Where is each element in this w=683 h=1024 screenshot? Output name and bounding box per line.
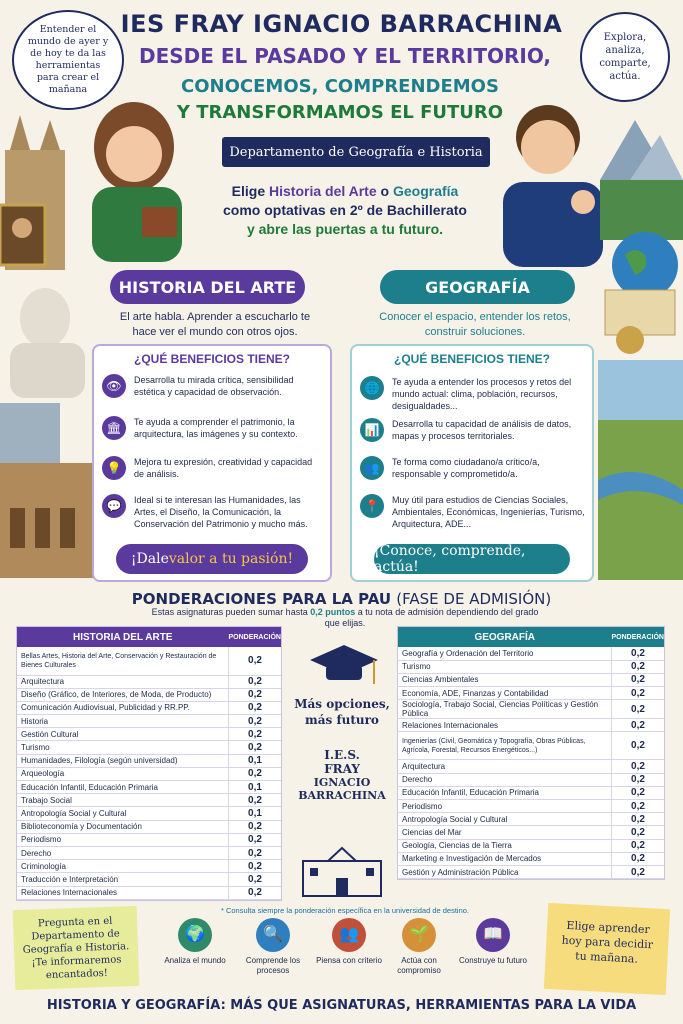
degree-name: Arquitectura [398,760,611,773]
table-row [17,794,281,807]
degree-name: Biblioteconomía y Documentación [17,820,228,833]
degree-name: Comunicación Audiovisual, Publicidad y RR.PP. [17,701,228,714]
degree-name: Ingenierías (Civil, Geomática y Topografía, Obras Públicas, Agrícola, Forestal, Recursos Energéticos...) [398,732,611,760]
ponderacion-value: 0,2 [228,701,281,714]
table-row [398,852,664,865]
geo-value-header: PONDERACIÓN [611,633,664,641]
table-row [17,873,281,886]
landscape-river-illustration [598,360,683,580]
ponderacion-value: 0,2 [611,673,664,686]
speech-bubble-left: Entender el mundo de ayer y de hoy te da las herramientas para crear el mañana [12,10,124,110]
geo-benefit-item: 🌐 Te ayuda a entender los procesos y retos del mundo actual: clima, población, recursos, desigualdades... [360,376,586,412]
hands-plant-icon: 🌱 [402,918,436,952]
ponderacion-value: 0,1 [228,807,281,820]
degree-name: Trabajo Social [17,794,228,807]
people-icon: 👥 [332,918,366,952]
table-row [398,826,664,839]
ponderacion-value: 0,2 [228,741,281,754]
table-row [398,719,664,732]
ponderacion-value: 0,2 [611,760,664,773]
location-pin-icon: 📍 [360,494,384,518]
people-icon: 👥 [360,456,384,480]
museum-icon: 🏛 [102,416,126,440]
table-row [17,833,281,846]
ponderacion-value: 0,2 [228,728,281,741]
table-row [17,820,281,833]
department-banner: Departamento de Geografía e Historia [222,137,490,167]
table-row [17,701,281,714]
table-row [17,728,281,741]
ponderacion-value: 0,2 [228,873,281,886]
arte-value-header: PONDERACIÓN [228,633,281,641]
ponderacion-value: 0,2 [228,886,281,899]
table-row [17,807,281,820]
ponderacion-value: 0,2 [228,820,281,833]
ponderacion-value: 0,2 [611,647,664,660]
degree-name: Economía, ADE, Finanzas y Contabilidad [398,687,611,700]
ponderacion-value: 0,2 [611,732,664,760]
geo-benefits-title: ¿QUÉ BENEFICIOS TIENE? [393,352,550,366]
table-row [398,700,664,719]
degree-name: Gestión y Administración Pública [398,865,611,878]
degree-name: Ciencias del Mar [398,826,611,839]
arte-ponderaciones-table [16,626,282,901]
intro-text: Elige Historia del Arte o Geografía como optativas en 2º de Bachillerato y abre las puertas a tu futuro. [223,183,467,237]
arte-benefit-item: 💡 Mejora tu expresión, creatividad y capacidad de análisis. [102,456,324,480]
table-row [17,647,281,675]
graduation-cap-icon [308,640,380,690]
table-row [17,741,281,754]
degree-name: Relaciones Internacionales [17,886,228,899]
arte-benefit-item: 👁 Desarrolla tu mirada crítica, sensibilidad estética y capacidad de observación. [102,374,324,398]
arte-benefits-title: ¿QUÉ BENEFICIOS TIENE? [133,352,290,366]
degree-name: Historia [17,715,228,728]
step-piensa: 👥 Piensa con criterio [314,918,384,966]
globe-icon: 🌐 [360,376,384,400]
degree-name: Sociología, Trabajo Social, Ciencias Políticas y Gestión Pública [398,700,611,719]
degree-name: Diseño (Gráfico, de Interiores, de Moda, de Producto) [17,688,228,701]
ponderacion-value: 0,2 [228,846,281,859]
mountain-illustration [600,110,683,240]
ponderacion-value: 0,2 [228,647,281,675]
school-name-stack: I.E.S. FRAY IGNACIO BARRACHINA [298,748,386,802]
ponderacion-value: 0,2 [611,786,664,799]
ponderacion-value: 0,1 [228,754,281,767]
arte-slogan: ¡Dale valor a tu pasión! [116,544,308,574]
degree-name: Periodismo [17,833,228,846]
table-row [398,786,664,799]
degree-name: Periodismo [398,800,611,813]
degree-name: Traducción e Interpretación [17,873,228,886]
degree-name: Educación Infantil, Educación Primaria [398,786,611,799]
geo-ponderaciones-table [397,626,665,880]
arte-table-header: HISTORIA DEL ARTE [73,631,173,643]
degree-name: Antropología Social y Cultural [398,813,611,826]
degree-name: Humanidades, Filología (según universidad) [17,754,228,767]
sticky-note-right: Elige aprender hoy para decidir tu mañana. [544,903,670,995]
school-title: IES FRAY IGNACIO BARRACHINA [120,10,563,38]
geo-benefit-item: 📍 Muy útil para estudios de Ciencias Sociales, Ambientales, Económicas, Ingenierías, Turismo, Arquitectura, ADE... [360,494,586,530]
magnifier-icon: 🔍 [256,918,290,952]
table-row [17,715,281,728]
table-row [398,660,664,673]
table-row [17,675,281,688]
degree-name: Relaciones Internacionales [398,719,611,732]
geo-table-header: GEOGRAFÍA [474,631,536,643]
ponderacion-value: 0,2 [611,813,664,826]
ponderacion-value: 0,2 [228,833,281,846]
geo-benefits-card [350,344,594,582]
bar-chart-icon: 📊 [360,418,384,442]
headline-line2: CONOCEMOS, COMPRENDEMOS [181,76,499,97]
ponderacion-value: 0,2 [228,794,281,807]
ponderacion-value: 0,2 [611,865,664,878]
degree-name: Derecho [17,846,228,859]
ponderacion-value: 0,2 [228,767,281,780]
table-row [398,813,664,826]
headline-line1: DESDE EL PASADO Y EL TERRITORIO, [138,44,552,68]
arte-benefits-card [92,344,332,582]
arte-heading: HISTORIA DEL ARTE [110,270,305,304]
geo-tagline: Conocer el espacio, entender los retos, construir soluciones. [379,311,571,338]
table-row [17,846,281,859]
student-girl-illustration [72,92,202,262]
arte-tagline: El arte habla. Aprender a escucharlo te hace ver el mundo con otros ojos. [119,311,311,338]
book-icon: 📖 [476,918,510,952]
degree-name: Derecho [398,773,611,786]
table-row [398,673,664,686]
ponderacion-value: 0,2 [611,687,664,700]
geo-heading: GEOGRAFÍA [380,270,575,304]
footer-slogan: HISTORIA Y GEOGRAFÍA: MÁS QUE ASIGNATURAS, HERRAMIENTAS PARA LA VIDA [46,998,637,1013]
degree-name: Antropología Social y Cultural [17,807,228,820]
table-row [398,839,664,852]
table-row [398,773,664,786]
table-row [17,767,281,780]
table-row [17,886,281,899]
lightbulb-icon: 💡 [102,456,126,480]
geo-slogan: ¡Conoce, comprende, actúa! [374,544,570,574]
table-row [398,865,664,878]
ponderacion-value: 0,2 [228,715,281,728]
table-row [398,687,664,700]
ponderacion-value: 0,2 [228,860,281,873]
table-row [398,647,664,660]
consulta-note: * Consulta siempre la ponderación específica en la universidad de destino. [220,906,470,915]
table-row [17,688,281,701]
statue-architecture-illustration [0,278,95,578]
ponderacion-value: 0,2 [228,675,281,688]
ponderacion-value: 0,2 [611,826,664,839]
geo-benefit-item: 👥 Te forma como ciudadano/a crítico/a, responsable y comprometido/a. [360,456,586,480]
more-options-text: Más opciones, más futuro [294,697,390,727]
speech-bubble-right: Explora, analiza, comparte, actúa. [580,12,670,102]
ponderacion-value: 0,2 [611,852,664,865]
ponderacion-value: 0,2 [611,660,664,673]
arte-benefit-item: 💬 Ideal si te interesan las Humanidades, las Artes, el Diseño, la Comunicación, la Conservación del Patrimonio y mucho más. [102,494,324,530]
step-analiza: 🌍 Analiza el mundo [160,918,230,966]
ponderacion-value: 0,2 [611,700,664,719]
step-actua: 🌱 Actúa con compromiso [384,918,454,976]
ponderacion-value: 0,2 [611,800,664,813]
step-comprende: 🔍 Comprende los procesos [238,918,308,976]
ponderaciones-subtitle: Estas asignaturas pueden sumar hasta 0,2 puntos a tu nota de admisión dependiendo del grado que elijas. [151,607,539,628]
table-row [398,760,664,773]
degree-name: Ciencias Ambientales [398,673,611,686]
degree-name: Turismo [17,741,228,754]
school-building-icon [298,846,386,898]
degree-name: Educación Infantil, Educación Primaria [17,781,228,794]
degree-name: Geología, Ciencias de la Tierra [398,839,611,852]
table-row [398,800,664,813]
headline-line3: Y TRANSFORMAMOS EL FUTURO [176,102,504,123]
arte-benefit-item: 🏛 Te ayuda a comprender el patrimonio, la arquitectura, las imágenes y su contexto. [102,416,324,440]
degree-name: Geografía y Ordenación del Territorio [398,647,611,660]
table-row [398,732,664,760]
ponderacion-value: 0,2 [228,688,281,701]
sticky-note-left: Pregunta en el Departamento de Geografía e Historia. ¡Te informaremos encantados! [13,906,140,990]
degree-name: Arquitectura [17,675,228,688]
eye-icon: 👁 [102,374,126,398]
step-construye: 📖 Construye tu futuro [458,918,528,966]
degree-name: Criminología [17,860,228,873]
degree-name: Marketing e Investigación de Mercados [398,852,611,865]
table-row [17,860,281,873]
table-row [17,754,281,767]
ponderacion-value: 0,2 [611,839,664,852]
degree-name: Turismo [398,660,611,673]
ponderaciones-title: PONDERACIONES PARA LA PAU (FASE DE ADMISIÓN) [131,590,552,608]
globe-icon: 🌍 [178,918,212,952]
ponderacion-value: 0,2 [611,719,664,732]
degree-name: Arqueología [17,767,228,780]
ponderacion-value: 0,2 [611,773,664,786]
degree-name: Gestión Cultural [17,728,228,741]
ponderacion-value: 0,1 [228,781,281,794]
degree-name: Bellas Artes, Historia del Arte, Conservación y Restauración de Bienes Culturales [17,647,228,675]
geo-benefit-item: 📊 Desarrolla tu capacidad de análisis de datos, mapas y procesos territoriales. [360,418,586,442]
table-row [17,781,281,794]
globe-map-illustration [600,230,683,360]
chat-icon: 💬 [102,494,126,518]
cathedral-illustration [0,110,75,270]
